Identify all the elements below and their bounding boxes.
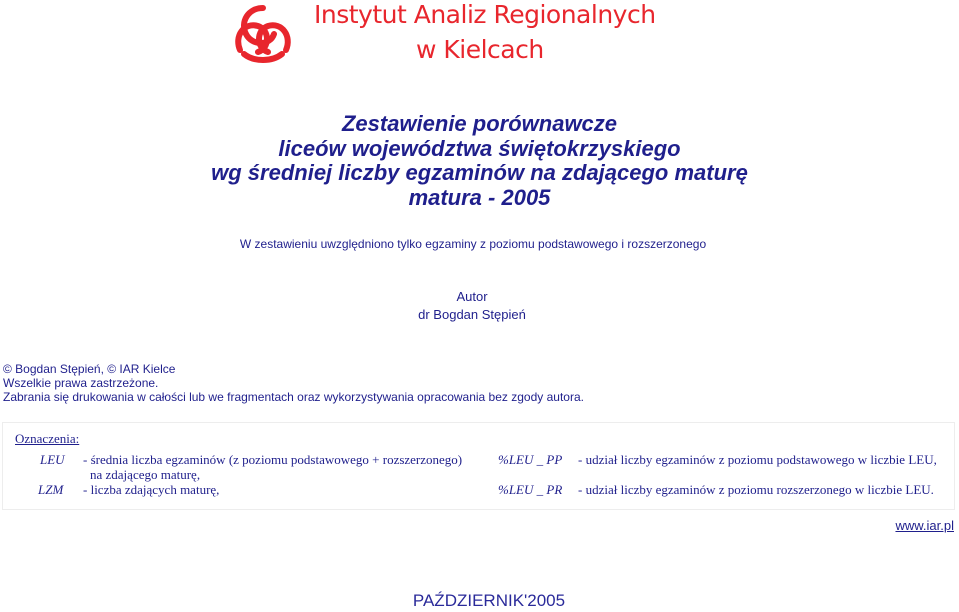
author-name: dr Bogdan Stępień	[418, 307, 526, 322]
institute-name-line2: w Kielcach	[416, 35, 544, 64]
scope-note: W zestawieniu uwzględniono tylko egzaminy z poziomu podstawowego i rozszerzonego	[239, 237, 707, 251]
author-label: Autor	[456, 289, 488, 304]
title-line-4: matura - 2005	[408, 185, 551, 210]
rights-reserved: Wszelkie prawa zastrzeżone.	[3, 376, 159, 390]
legend-key: %LEU _ PP	[498, 452, 563, 467]
legend-description: - liczba zdających maturę,	[83, 482, 220, 497]
publication-date: PAŹDZIERNIK'2005	[412, 591, 566, 610]
title-line-1: Zestawienie porównawcze	[341, 111, 618, 136]
legend-description: - udział liczby egzaminów z poziomu podstawowego w liczbie LEU,	[578, 452, 937, 467]
institute-name-line1: Instytut Analiz Regionalnych	[314, 0, 656, 29]
iar-logo-icon	[230, 2, 296, 64]
legend-key: LEU	[40, 452, 65, 467]
legend-key: LZM	[38, 482, 64, 497]
title-line-3: wg średniej liczby egzaminów na zdającego maturę	[211, 160, 748, 185]
legend-description: - średnia liczba egzaminów (z poziomu podstawowego + rozszerzonego)	[83, 452, 463, 467]
usage-restriction: Zabrania się drukowania w całości lub we fragmentach oraz wykorzystywania opracowania bez zgody autora.	[3, 390, 584, 404]
legend-title: Oznaczenia:	[15, 431, 80, 446]
website-link[interactable]: www.iar.pl	[895, 518, 954, 533]
title-line-2: liceów województwa świętokrzyskiego	[278, 136, 681, 161]
legend-box	[2, 422, 955, 510]
copyright-line: © Bogdan Stępień, © IAR Kielce	[3, 362, 176, 376]
legend-key: %LEU _ PR	[498, 482, 563, 497]
legend-description: - udział liczby egzaminów z poziomu rozszerzonego w liczbie LEU.	[578, 482, 934, 497]
legend-description-cont: na zdającego maturę,	[90, 467, 201, 482]
